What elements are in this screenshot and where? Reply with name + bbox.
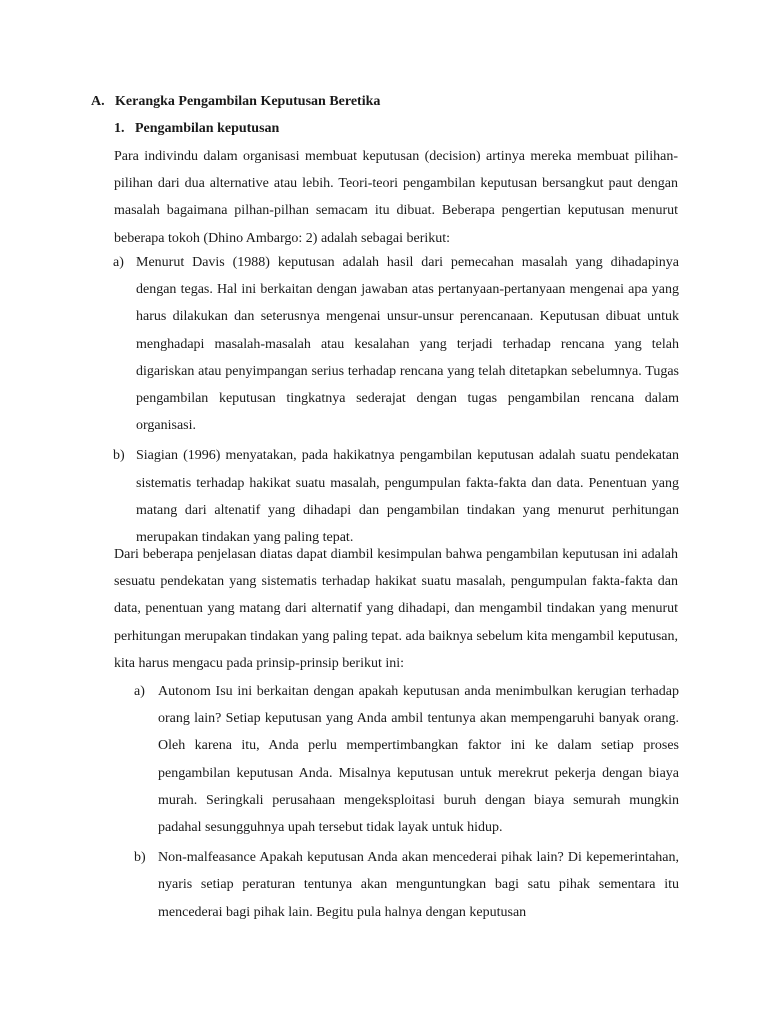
definitions-list — [113, 249, 679, 551]
list-item — [134, 844, 679, 926]
section-label: A. — [91, 94, 105, 109]
list-marker: b) — [113, 448, 125, 464]
list-item — [113, 249, 679, 439]
intro-paragraph: Para indivindu dalam organisasi membuat keputusan (decision) artinya mereka membuat pilihan-pilihan dari dua alternative atau lebih. Teori-teori pengambilan keputusan bersangkut paut dengan masalah bagaimana pilhan-pilhan semacam itu dibuat. Beberapa pengertian keputusan menurut beberapa tokoh (Dhino Ambargo: 2) adalah sebagai berikut: — [114, 149, 678, 246]
principles-list — [134, 678, 679, 926]
conclusion-paragraph: Dari beberapa penjelasan diatas dapat diambil kesimpulan bahwa pengambilan keputusan ini adalah sesuatu pendekatan yang sistematis terhadap hakikat suatu masalah, pengumpulan fakta-fakta dan data, penentuan yang matang dari alternatif yang dihadapi, dan mengambil tindakan yang menurut perhitungan merupakan tindakan yang paling tepat. ada baiknya sebelum kita mengambil keputusan, kita harus mengacu pada prinsip-prinsip berikut ini: — [114, 547, 678, 671]
section-heading — [91, 92, 380, 112]
list-marker: a) — [113, 255, 124, 270]
list-item-text: Menurut Davis (1988) keputusan adalah hasil dari pemecahan masalah yang dihadapinya dengan tegas. Hal ini berkaitan dengan jawaban atas pertanyaan-pertanyaan mengenai apa yang harus dilakukan dan seterusnya mengenai unsur-unsur perencanaan. Keputusan dibuat untuk menghadapi masalah-masalah atau kesalahan yang terjadi terhadap rencana yang telah digariskan atau penyimpangan serius terhadap rencana yang telah ditetapkan sebelumnya. Tugas pengambilan keputusan tingkatnya sederajat dengan tugas pengambilan rencana dalam organisasi. — [136, 255, 679, 434]
section-title: Kerangka Pengambilan Keputusan Beretika — [115, 94, 381, 109]
list-item-text: Autonom Isu ini berkaitan dengan apakah keputusan anda menimbulkan kerugian terhadap orang lain? Setiap keputusan yang Anda ambil tentunya akan mempengaruhi banyak orang. Oleh karena itu, Anda perlu mempertimbangkan faktor ini ke dalam setiap proses pengambilan keputusan Anda. Misalnya keputusan untuk merekrut pekerja dengan biaya murah. Seringkali perusahaan mengeksploitasi buruh dengan biaya semurah mungkin padahal sesungguhnya upah tersebut tidak layak untuk hidup. — [158, 684, 679, 836]
list-marker: b) — [134, 850, 146, 866]
list-marker: a) — [134, 684, 145, 699]
subsection-heading — [114, 119, 279, 139]
list-item — [113, 442, 679, 551]
list-item — [134, 678, 679, 841]
subsection-label: 1. — [114, 121, 125, 136]
list-item-text: Siagian (1996) menyatakan, pada hakikatnya pengambilan keputusan adalah suatu pendekatan sistematis terhadap hakikat suatu masalah, pengumpulan fakta-fakta dan data. Penentuan yang matang dari altenatif yang dihadapi dan pengambilan tindakan yang menurut perhitungan merupakan tindakan yang paling tepat. — [136, 448, 679, 546]
list-item-text: Non-malfeasance Apakah keputusan Anda akan mencederai pihak lain? Di kepemerintahan, nyaris setiap peraturan tentunya akan menguntungkan bagi satu pihak sementara itu mencederai bagi pihak lain. Begitu pula halnya dengan keputusan — [158, 850, 679, 920]
subsection-title: Pengambilan keputusan — [135, 121, 280, 136]
